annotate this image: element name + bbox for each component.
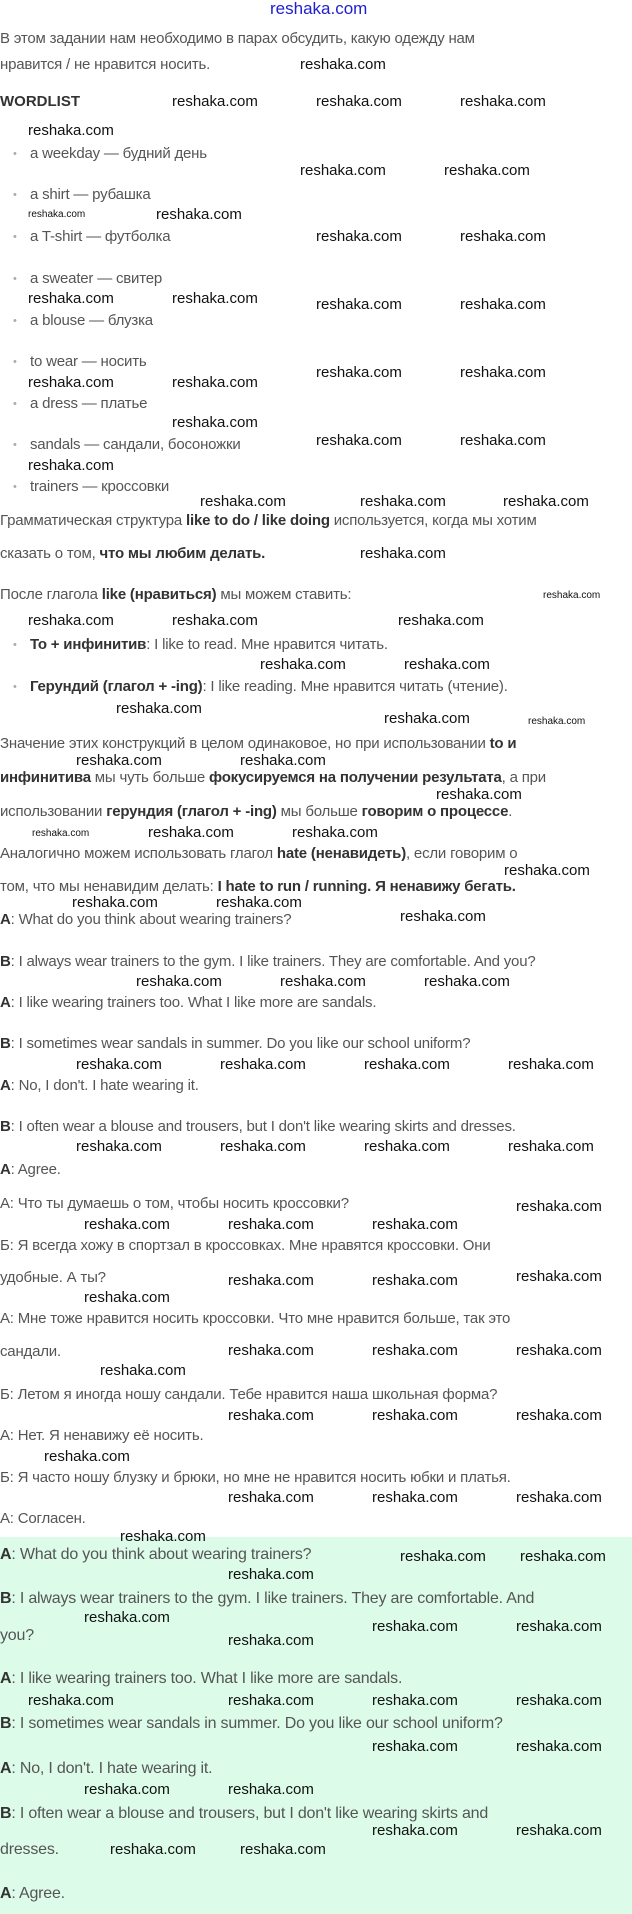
watermark: reshaka.com [172,93,258,110]
watermark: reshaka.com [76,752,162,769]
watermark: reshaka.com [44,1448,130,1465]
dialog-line: A: What do you think about wearing trainers? [0,911,292,928]
grammar-line: сказать о том, что мы любим делать. [0,545,266,562]
watermark: reshaka.com [516,1407,602,1424]
watermark: reshaka.com [372,1272,458,1289]
watermark: reshaka.com [372,1216,458,1233]
box-dialog-line: B: I sometimes wear sandals in summer. Do you like our school uniform? [0,1715,503,1732]
dialog-line: B: I sometimes wear sandals in summer. Do you like our school uniform? [0,1035,471,1052]
grammar-line: Аналогично можем использовать глагол hate (ненавидеть), если говорим о [0,845,518,862]
bullet-icon: • [13,481,17,493]
watermark: reshaka.com [316,93,402,110]
watermark: reshaka.com [516,1738,602,1755]
watermark: reshaka.com [503,493,589,510]
watermark: reshaka.com [372,1692,458,1709]
watermark: reshaka.com [136,973,222,990]
dialog-line: B: I always wear trainers to the gym. I like trainers. They are comfortable. And you? [0,953,536,970]
watermark: reshaka.com [460,432,546,449]
bullet-icon: • [13,315,17,327]
grammar-line: После глагола like (нравиться) мы можем ставить: [0,586,352,603]
grammar-line: том, что мы ненавидим делать: I hate to run / running. Я ненавижу бегать. [0,878,516,895]
watermark: reshaka.com [172,612,258,629]
dialog-ru-line: A: Нет. Я ненавижу её носить. [0,1427,204,1444]
watermark: reshaka.com [400,908,486,925]
box-dialog-line: you? [0,1627,34,1644]
bullet-icon: • [13,273,17,285]
grammar-bullet: • Герундий (глагол + -ing): I like reading. Мне нравится читать (чтение). [13,678,508,695]
watermark: reshaka.com [372,1618,458,1635]
watermark: reshaka.com [508,1138,594,1155]
watermark: reshaka.com [240,752,326,769]
watermark: reshaka.com [404,656,490,673]
dialog-ru-line: A: Мне тоже нравится носить кроссовки. Что мне нравится больше, так это [0,1310,511,1327]
watermark: reshaka.com [28,290,114,307]
bullet-icon: • [13,639,17,651]
watermark: reshaka.com [504,862,590,879]
watermark: reshaka.com [116,700,202,717]
watermark: reshaka.com [220,1138,306,1155]
watermark: reshaka.com [28,612,114,629]
dialog-ru-line: Б: Я всегда хожу в спортзал в кроссовках. Мне нравятся кроссовки. Они [0,1237,491,1254]
watermark: reshaka.com [28,374,114,391]
watermark: reshaka.com [384,710,470,727]
watermark: reshaka.com [120,1528,206,1545]
wordlist-item: • a sweater — свитер [13,270,163,287]
wordlist-item: • a dress — платье [13,395,148,412]
wordlist-item: • sandals — сандали, босоножки [13,436,241,453]
box-dialog-line: A: No, I don't. I hate wearing it. [0,1760,213,1777]
dialog-ru-line: удобные. А ты? [0,1269,106,1286]
watermark: reshaka.com [76,1138,162,1155]
box-dialog-line: B: I always wear trainers to the gym. I like trainers. They are comfortable. And [0,1590,535,1607]
watermark: reshaka.com [316,296,402,313]
watermark: reshaka.com [84,1781,170,1798]
watermark: reshaka.com [372,1407,458,1424]
bullet-icon: • [13,189,17,201]
watermark: reshaka.com [360,493,446,510]
watermark: reshaka.com [148,824,234,841]
box-dialog-line: B: I often wear a blouse and trousers, but I don't like wearing skirts and [0,1805,489,1822]
watermark: reshaka.com [28,122,114,139]
wordlist-item: • a T-shirt — футболка [13,228,171,245]
grammar-line: Грамматическая структура like to do / like doing используется, когда мы хотим [0,512,537,529]
intro-line-1: В этом задании нам необходимо в парах обсудить, какую одежду нам [0,30,475,47]
watermark: reshaka.com [270,0,368,18]
dialog-ru-line: Б: Летом я иногда ношу сандали. Тебе нравится наша школьная форма? [0,1386,498,1403]
watermark: reshaka.com [460,228,546,245]
dialog-ru-line: A: Согласен. [0,1510,86,1527]
watermark: reshaka.com [400,1548,486,1565]
wordlist-item: • a shirt — рубашка [13,186,151,203]
watermark: reshaka.com [508,1056,594,1073]
watermark: reshaka.com [240,1841,326,1858]
watermark: reshaka.com [172,414,258,431]
bullet-icon: • [13,231,17,243]
watermark: reshaka.com [460,364,546,381]
watermark: reshaka.com [436,786,522,803]
watermark: reshaka.com [516,1618,602,1635]
watermark: reshaka.com [228,1216,314,1233]
watermark: reshaka.com [84,1289,170,1306]
wordlist-heading: WORDLIST [0,93,80,110]
grammar-line: Значение этих конструкций в целом одинаковое, но при использовании to и [0,735,517,752]
dialog-line: A: No, I don't. I hate wearing it. [0,1077,199,1094]
watermark: reshaka.com [228,1692,314,1709]
watermark: reshaka.com [364,1138,450,1155]
watermark: reshaka.com [228,1342,314,1359]
watermark: reshaka.com [84,1609,170,1626]
dialog-ru-line: сандали. [0,1343,61,1360]
watermark: reshaka.com [520,1548,606,1565]
watermark: reshaka.com [28,1692,114,1709]
intro-line-2: нравится / не нравится носить. [0,56,211,73]
watermark: reshaka.com [32,828,90,839]
dialog-ru-line: A: Что ты думаешь о том, чтобы носить кроссовки? [0,1195,349,1212]
watermark: reshaka.com [364,1056,450,1073]
watermark: reshaka.com [316,228,402,245]
watermark: reshaka.com [280,973,366,990]
watermark: reshaka.com [460,296,546,313]
watermark: reshaka.com [372,1489,458,1506]
watermark: reshaka.com [260,656,346,673]
wordlist-item: • to wear — носить [13,353,147,370]
watermark: reshaka.com [228,1566,314,1583]
watermark: reshaka.com [372,1342,458,1359]
dialog-line: A: Agree. [0,1161,61,1178]
watermark: reshaka.com [300,162,386,179]
watermark: reshaka.com [460,93,546,110]
watermark: reshaka.com [84,1216,170,1233]
watermark: reshaka.com [76,1056,162,1073]
box-dialog-line: dresses. [0,1841,59,1858]
watermark: reshaka.com [292,824,378,841]
watermark: reshaka.com [216,894,302,911]
bullet-icon: • [13,398,17,410]
watermark: reshaka.com [220,1056,306,1073]
watermark: reshaka.com [100,1362,186,1379]
dialog-ru-line: Б: Я часто ношу блузку и брюки, но мне не нравится носить юбки и платья. [0,1469,511,1486]
watermark: reshaka.com [360,545,446,562]
watermark: reshaka.com [228,1781,314,1798]
watermark: reshaka.com [444,162,530,179]
bullet-icon: • [13,148,17,160]
watermark: reshaka.com [516,1198,602,1215]
watermark: reshaka.com [316,364,402,381]
wordlist-item: • a blouse — блузка [13,312,153,329]
bullet-icon: • [13,439,17,451]
watermark: reshaka.com [516,1268,602,1285]
box-dialog-line: A: I like wearing trainers too. What I like more are sandals. [0,1670,403,1687]
watermark: reshaka.com [200,493,286,510]
wordlist-item: • trainers — кроссовки [13,478,170,495]
watermark: reshaka.com [372,1822,458,1839]
box-dialog-line: A: Agree. [0,1885,65,1902]
watermark: reshaka.com [28,457,114,474]
dialog-line: A: I like wearing trainers too. What I like more are sandals. [0,994,377,1011]
watermark: reshaka.com [228,1632,314,1649]
watermark: reshaka.com [300,56,386,73]
watermark: reshaka.com [110,1841,196,1858]
bullet-icon: • [13,356,17,368]
watermark: reshaka.com [516,1692,602,1709]
watermark: reshaka.com [543,590,601,601]
wordlist-item: • a weekday — будний день [13,145,207,162]
grammar-bullet: • To + инфинитив: I like to read. Мне нравится читать. [13,636,388,653]
watermark: reshaka.com [156,206,242,223]
watermark: reshaka.com [228,1407,314,1424]
watermark: reshaka.com [528,716,586,727]
box-dialog-line: A: What do you think about wearing trainers? [0,1546,312,1563]
watermark: reshaka.com [516,1342,602,1359]
watermark: reshaka.com [424,973,510,990]
watermark: reshaka.com [172,374,258,391]
watermark: reshaka.com [228,1489,314,1506]
watermark: reshaka.com [372,1738,458,1755]
dialog-line: B: I often wear a blouse and trousers, but I don't like wearing skirts and dresses. [0,1118,516,1135]
watermark: reshaka.com [72,894,158,911]
watermark: reshaka.com [316,432,402,449]
watermark: reshaka.com [398,612,484,629]
bullet-icon: • [13,681,17,693]
watermark: reshaka.com [28,209,86,220]
watermark: reshaka.com [172,290,258,307]
watermark: reshaka.com [516,1822,602,1839]
grammar-line: инфинитива мы чуть больше фокусируемся на получении результата, а при [0,769,546,786]
watermark: reshaka.com [228,1272,314,1289]
watermark: reshaka.com [516,1489,602,1506]
grammar-line: использовании герундия (глагол + -ing) мы больше говорим о процессе. [0,803,513,820]
